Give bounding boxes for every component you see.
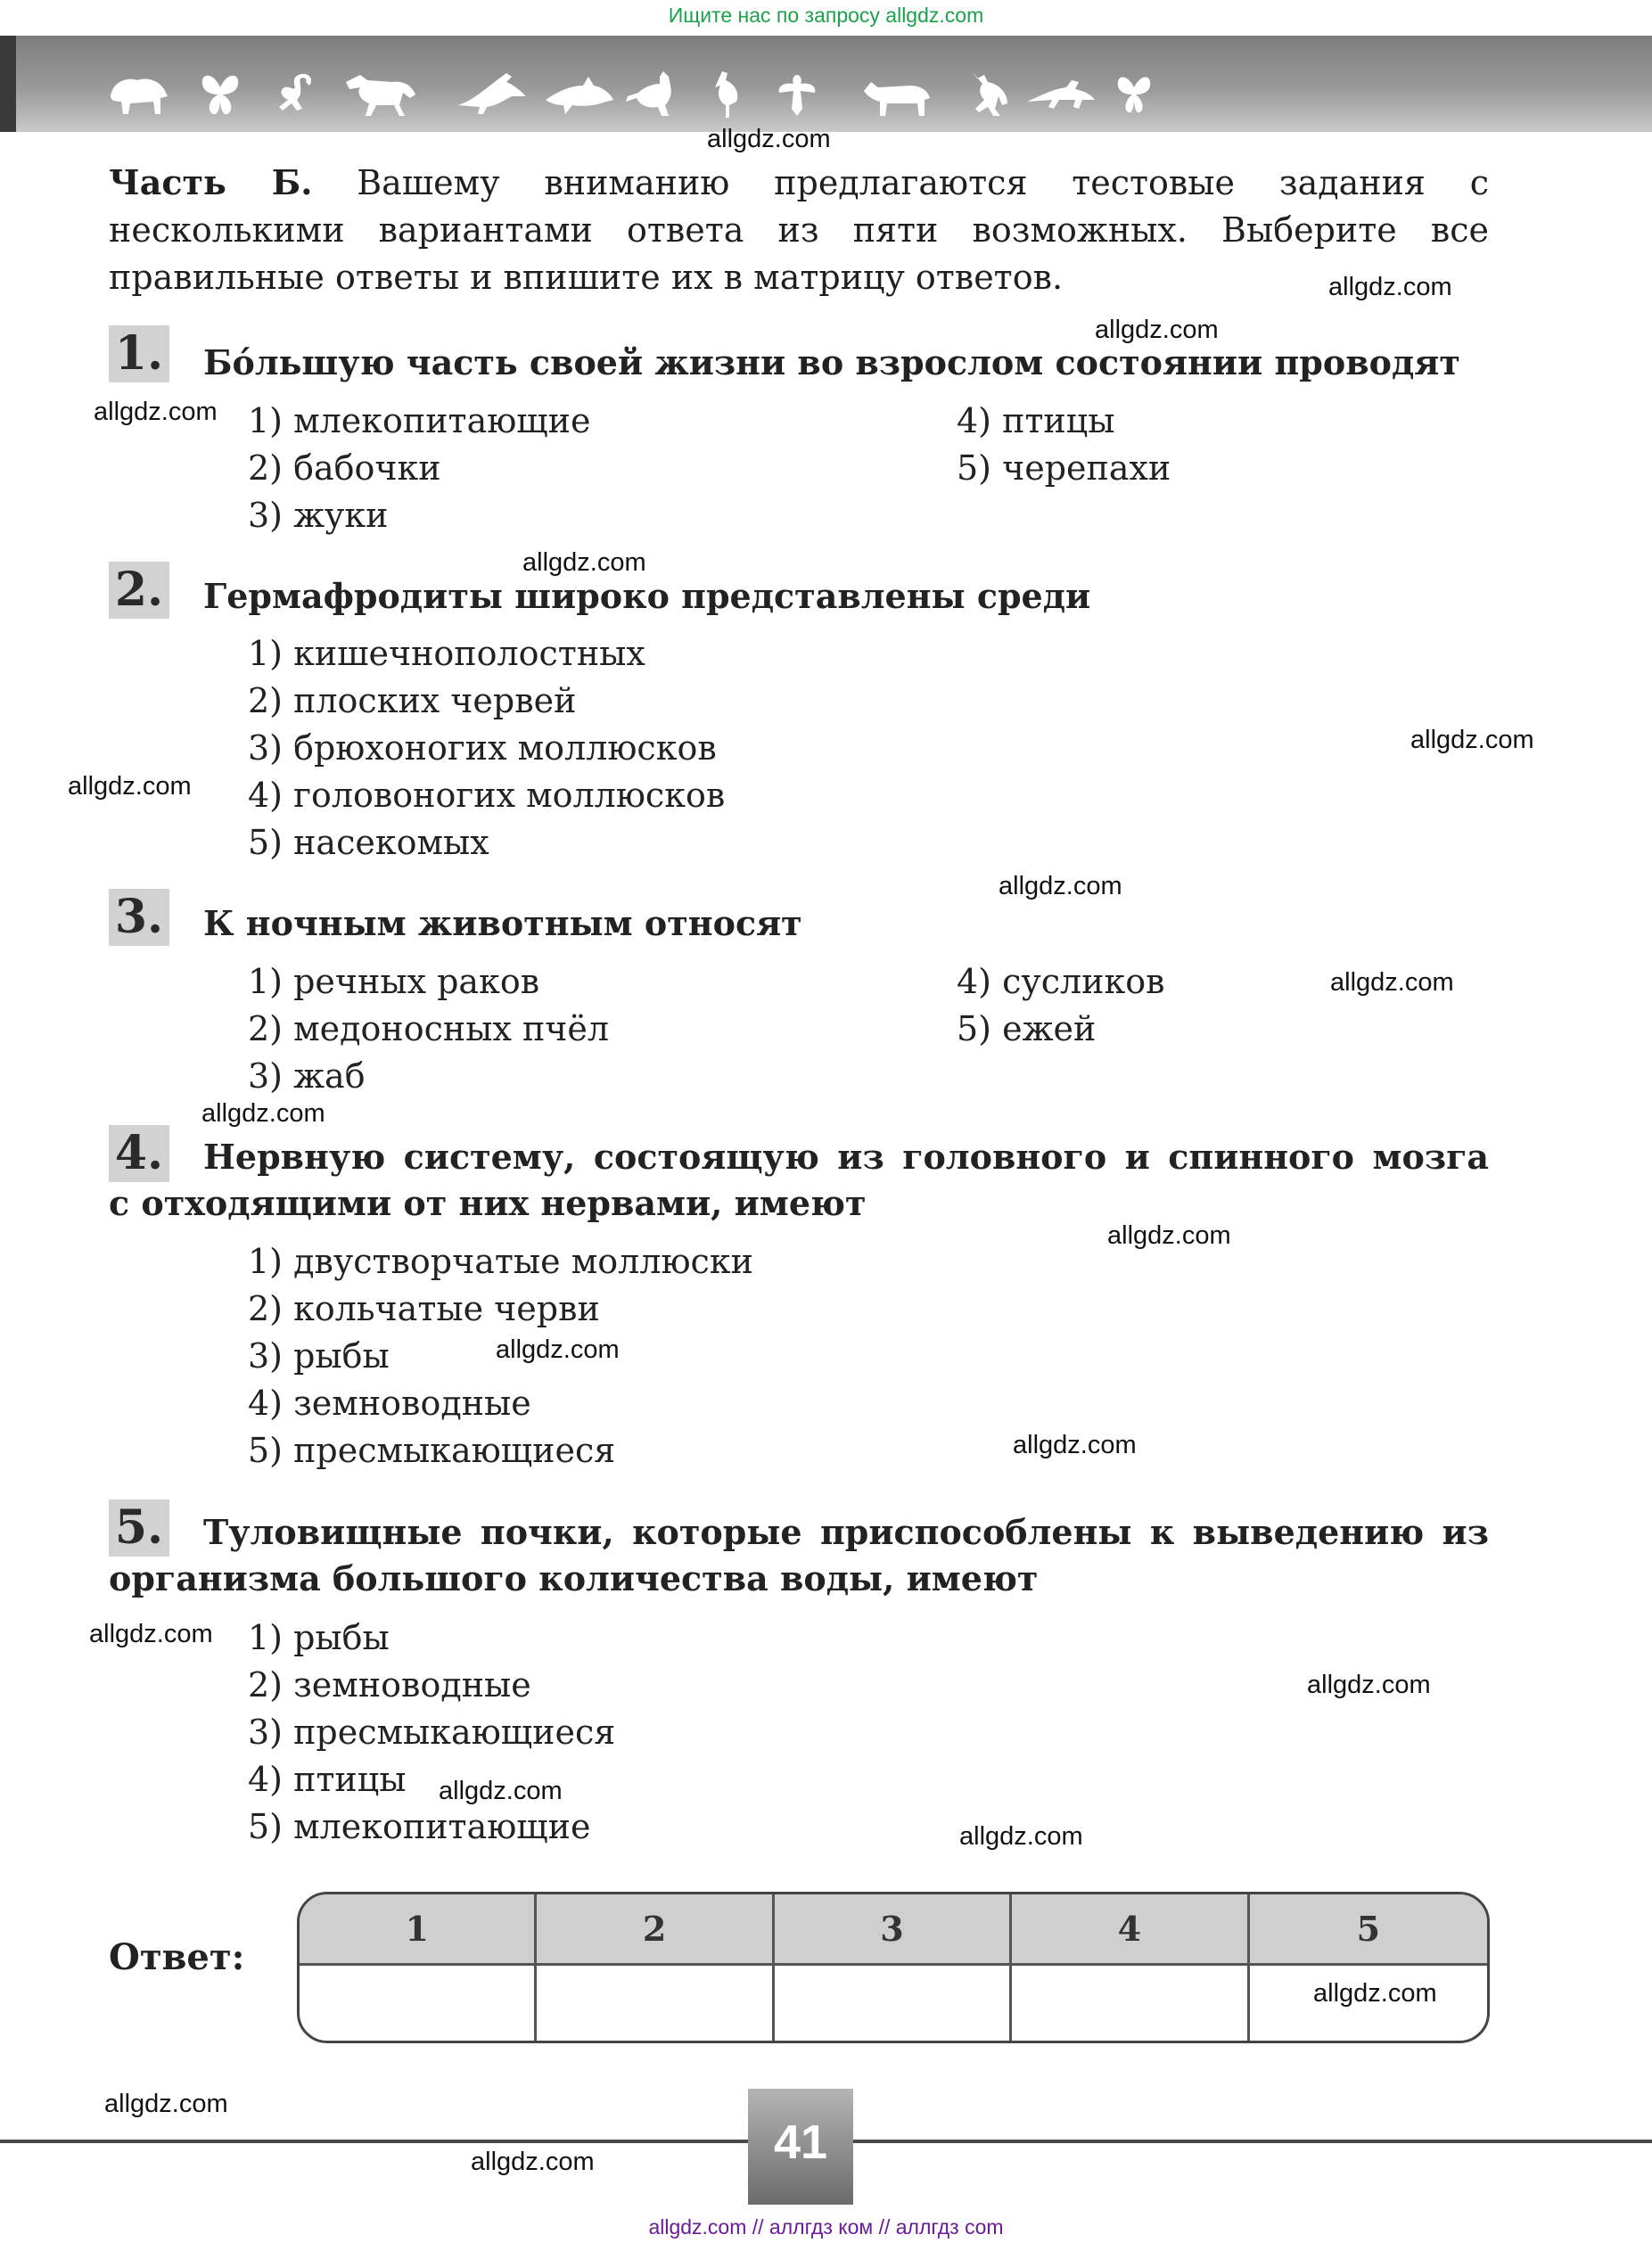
watermark: allgdz.com xyxy=(104,2090,228,2118)
watermark: allgdz.com xyxy=(1328,273,1452,301)
horse-icon xyxy=(341,70,421,119)
watermark: allgdz.com xyxy=(471,2148,595,2176)
answer-label: Ответ: xyxy=(109,1936,245,1978)
option-item: 1) кишечнополостных xyxy=(248,634,645,673)
question-title: Нервную систему, состоящую из головного и спинного мозга xyxy=(203,1137,1489,1177)
option-item: 4) птицы xyxy=(248,1760,407,1799)
animal-silhouettes xyxy=(107,70,1498,125)
question-number: 3. xyxy=(109,889,169,946)
option-item: 5) черепахи xyxy=(957,448,1171,488)
option-item: 4) земноводные xyxy=(248,1384,531,1423)
option-item: 5) ежей xyxy=(957,1009,1097,1048)
watermark: allgdz.com xyxy=(1330,968,1454,997)
option-item: 2) бабочки xyxy=(248,448,441,488)
answer-column-header: 5 xyxy=(1250,1894,1487,1966)
butterfly-icon xyxy=(201,70,240,119)
option-item: 2) плоских червей xyxy=(248,681,577,720)
question-title: Гермафродиты широко представлены среди xyxy=(203,576,1091,616)
lizard-icon xyxy=(1025,70,1097,119)
intro-text: Вашему вниманию предлагаются тестовые задания с несколькими вариантами ответа из пяти возможных. Выберите все правильные ответы и впишите их в матрицу ответов. xyxy=(109,163,1489,297)
option-item: 5) насекомых xyxy=(248,823,489,862)
watermark: allgdz.com xyxy=(68,772,192,801)
header-band-edge xyxy=(0,36,16,132)
bottom-note[interactable]: allgdz.com // аллгдз ком // аллгдз com xyxy=(648,2215,1004,2239)
answer-column-header: 4 xyxy=(1012,1894,1249,1966)
moth-icon xyxy=(1114,70,1154,119)
option-item: 1) двустворчатые моллюски xyxy=(248,1242,753,1281)
answer-column-header: 2 xyxy=(537,1894,774,1966)
option-item: 2) земноводные xyxy=(248,1665,531,1705)
answer-cell[interactable] xyxy=(300,1966,537,2041)
intro-paragraph xyxy=(109,159,1489,301)
question-number: 2. xyxy=(109,562,169,619)
watermark: allgdz.com xyxy=(522,548,646,577)
watermark: allgdz.com xyxy=(707,125,831,153)
insect-icon xyxy=(776,70,818,119)
answer-cell[interactable] xyxy=(1012,1966,1249,2041)
question-title-line2: с отходящими от них нервами, имеют xyxy=(109,1183,867,1223)
bird-icon xyxy=(456,70,528,119)
kangaroo-icon xyxy=(624,70,679,119)
option-item: 1) млекопитающие xyxy=(248,401,591,440)
answer-cell[interactable] xyxy=(537,1966,774,2041)
option-item: 5) пресмыкающиеся xyxy=(248,1431,616,1470)
question-number: 5. xyxy=(109,1499,169,1557)
watermark: allgdz.com xyxy=(439,1777,563,1805)
ant-icon xyxy=(963,70,1013,119)
bull-icon xyxy=(860,70,933,119)
watermark: allgdz.com xyxy=(959,1822,1083,1851)
watermark: allgdz.com xyxy=(496,1335,620,1364)
page-number: 41 xyxy=(748,2089,853,2205)
question-title-line2: организма большого количества воды, имеют xyxy=(109,1558,1039,1598)
watermark: allgdz.com xyxy=(89,1620,213,1648)
option-item: 1) речных раков xyxy=(248,962,540,1001)
intro-label: Часть Б. xyxy=(109,162,313,202)
option-item: 3) брюхоногих моллюсков xyxy=(248,728,717,768)
option-item: 3) пресмыкающиеся xyxy=(248,1713,616,1752)
answer-column-header: 1 xyxy=(300,1894,537,1966)
answer-cell[interactable] xyxy=(775,1966,1012,2041)
watermark: allgdz.com xyxy=(1307,1671,1431,1699)
watermark: allgdz.com xyxy=(1313,1979,1437,2008)
option-item: 1) рыбы xyxy=(248,1618,390,1657)
answer-column-header: 3 xyxy=(775,1894,1012,1966)
option-item: 3) рыбы xyxy=(248,1336,390,1376)
watermark: allgdz.com xyxy=(1107,1221,1231,1250)
option-item: 4) головоногих моллюсков xyxy=(248,776,726,815)
option-item: 2) кольчатые черви xyxy=(248,1289,600,1328)
question-title: Туловищные почки, которые приспособлены к выведению из xyxy=(203,1512,1489,1552)
question-title: К ночным животным относят xyxy=(203,903,802,943)
watermark: allgdz.com xyxy=(1410,726,1534,754)
watermark: allgdz.com xyxy=(94,398,218,426)
option-item: 4) сусликов xyxy=(957,962,1165,1001)
option-item: 4) птицы xyxy=(957,401,1115,440)
dolphin-icon xyxy=(544,70,615,119)
bison-icon xyxy=(107,70,169,119)
option-item: 3) жуки xyxy=(248,496,389,535)
question-number: 4. xyxy=(109,1125,169,1182)
option-item: 3) жаб xyxy=(248,1056,366,1096)
heron-icon xyxy=(710,70,745,119)
watermark: allgdz.com xyxy=(1013,1431,1137,1459)
question-title: Бóльшую часть своей жизни во взрослом состоянии проводят xyxy=(203,342,1460,382)
question-number: 1. xyxy=(109,325,169,382)
option-item: 5) млекопитающие xyxy=(248,1807,591,1846)
answer-matrix xyxy=(297,1892,1490,2043)
option-item: 2) медоносных пчёл xyxy=(248,1009,610,1048)
watermark: allgdz.com xyxy=(999,872,1122,900)
scorpion-icon xyxy=(272,70,318,119)
top-note[interactable]: Ищите нас по запросу allgdz.com xyxy=(668,4,984,27)
watermark: allgdz.com xyxy=(1095,316,1219,344)
watermark: allgdz.com xyxy=(201,1099,325,1128)
